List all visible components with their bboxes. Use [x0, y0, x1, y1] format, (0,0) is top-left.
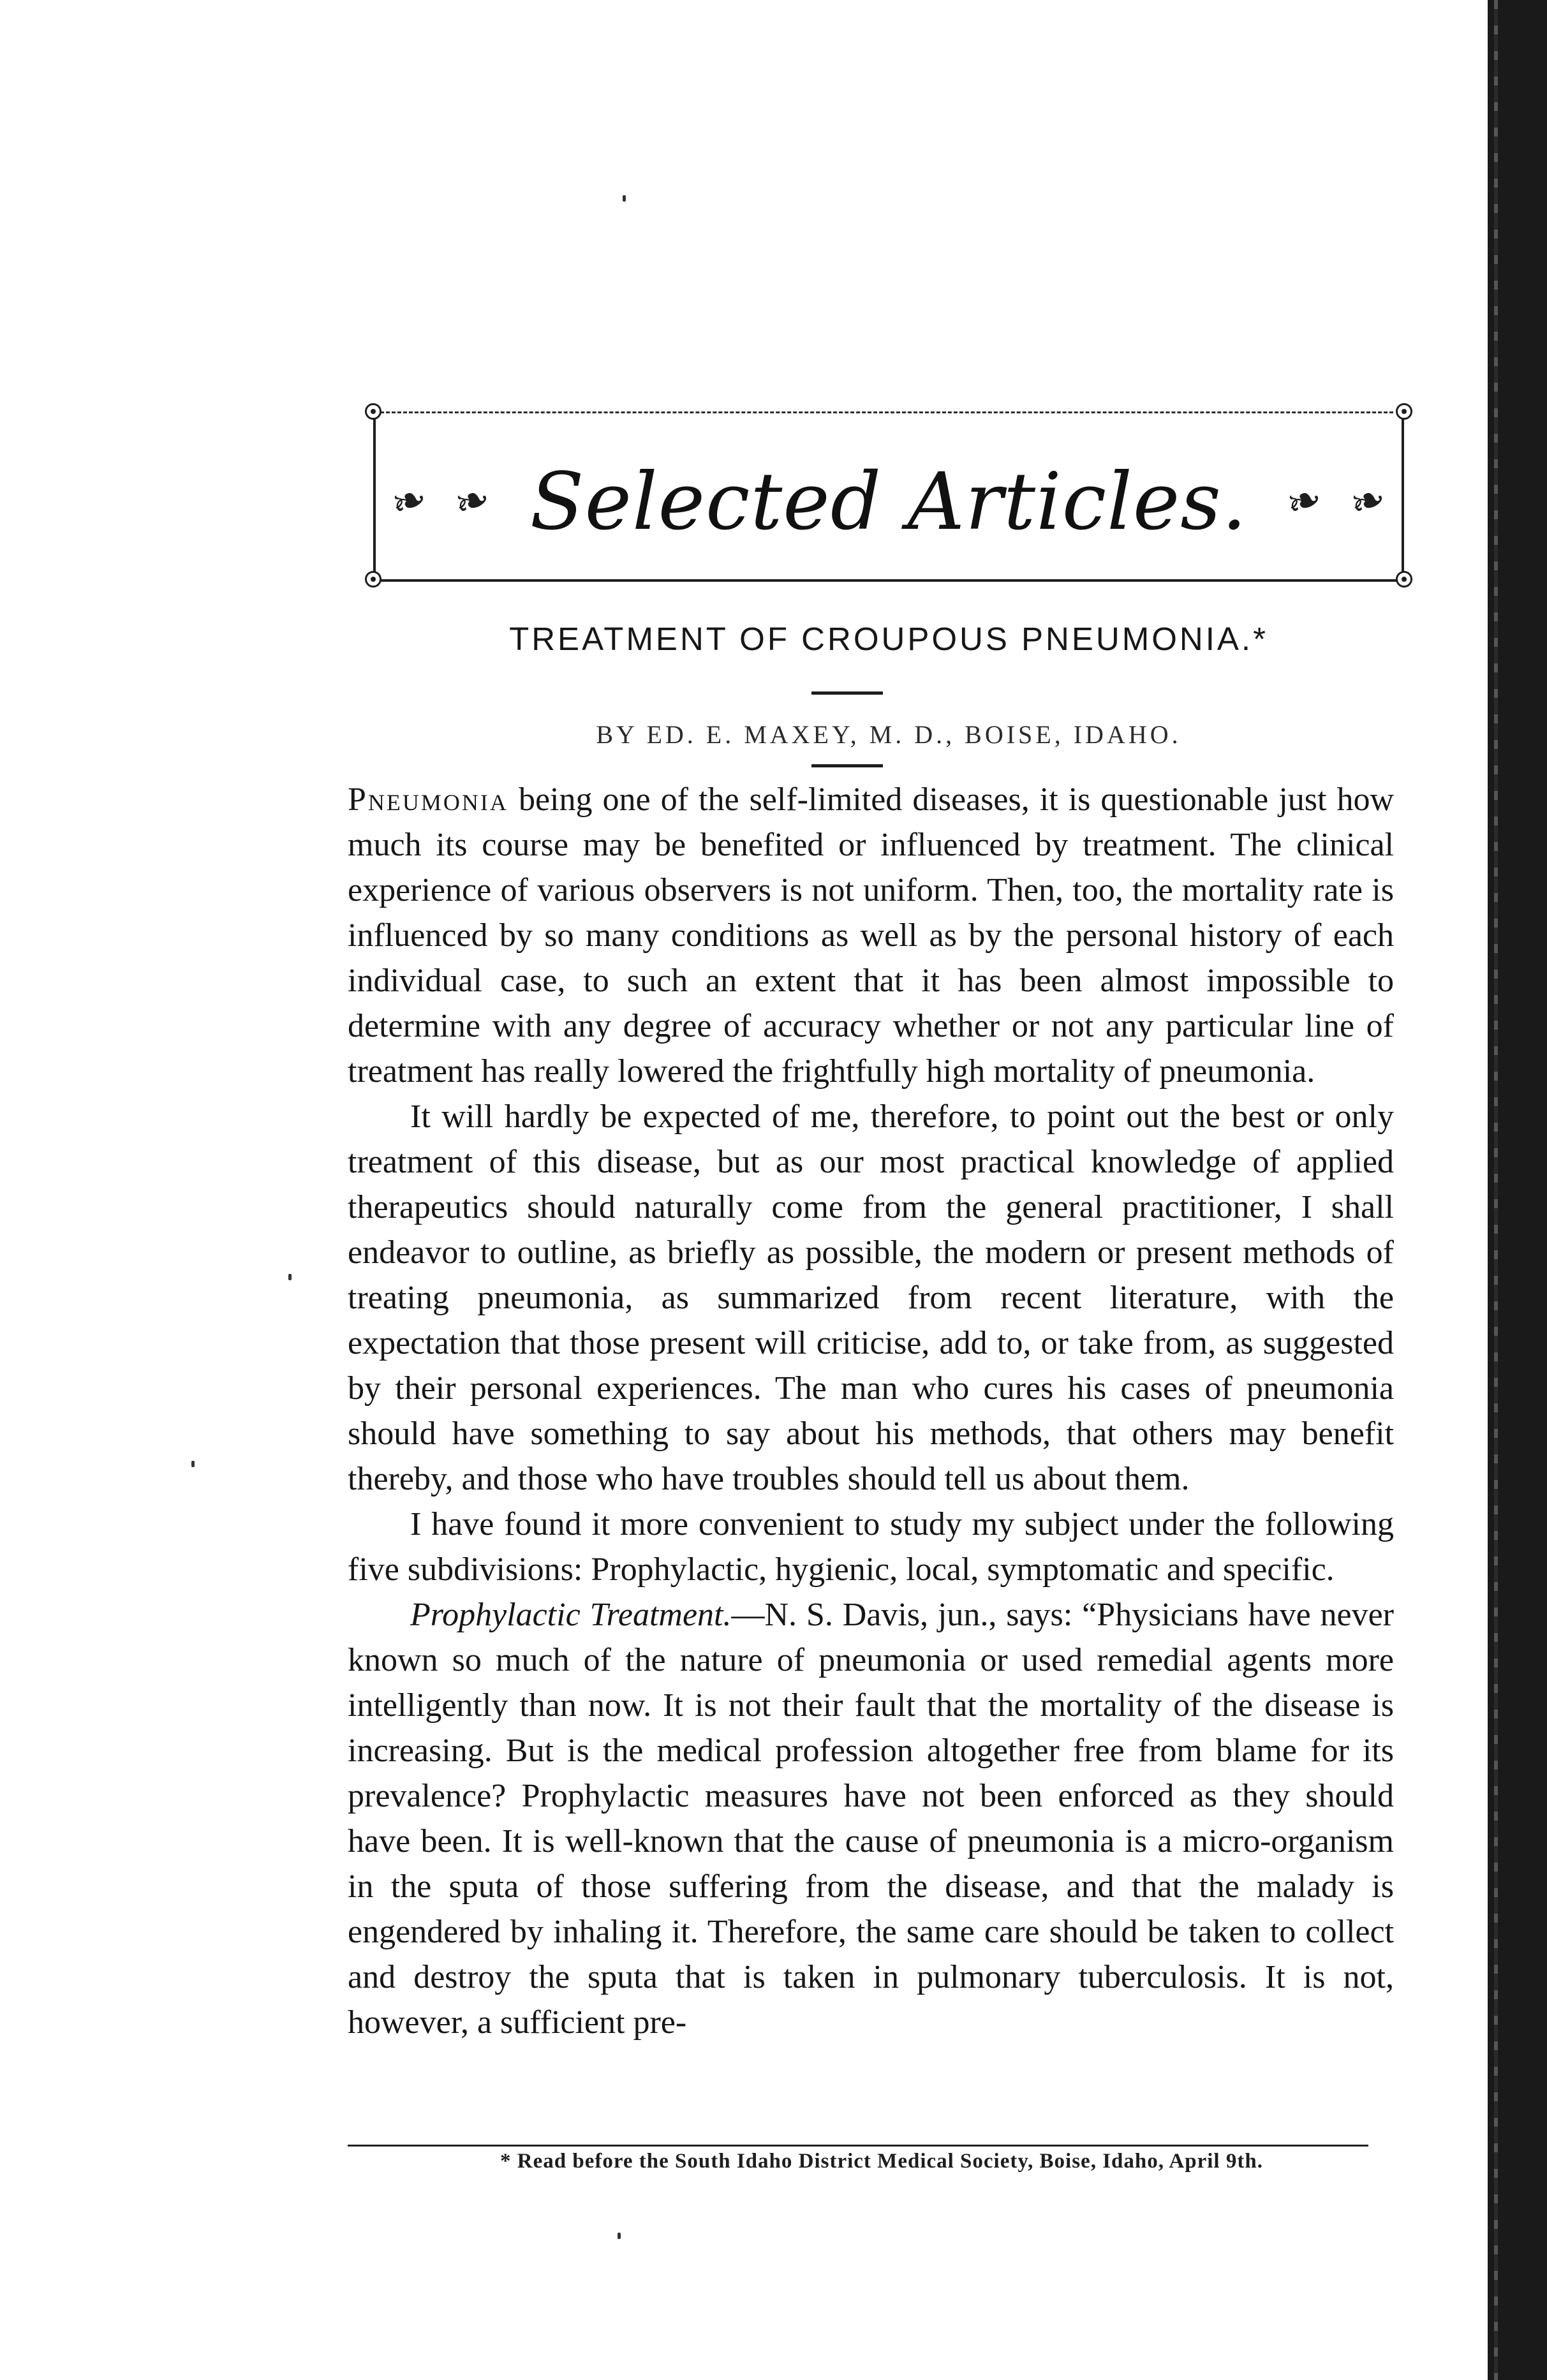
stray-ink-mark	[288, 1274, 292, 1280]
paragraph-lead-word: Pneumonia	[348, 781, 508, 818]
header-bottom-rule	[380, 579, 1397, 582]
article-byline: BY ED. E. MAXEY, M. D., BOISE, IDAHO.	[596, 720, 1181, 749]
footnote: * Read before the South Idaho District Medical Society, Boise, Idaho, April 9th.	[500, 2150, 1263, 2173]
rivet-icon	[365, 403, 381, 420]
page-binding-edge	[1479, 0, 1547, 2380]
footnote-rule	[348, 2145, 1368, 2147]
stray-ink-mark	[191, 1461, 195, 1467]
rivet-icon	[365, 571, 381, 588]
body-paragraph	[348, 1592, 1394, 2045]
section-header-frame	[371, 403, 1406, 582]
article-body	[348, 777, 1394, 2045]
section-header	[371, 441, 1406, 563]
article-title: TREATMENT OF CROUPOUS PNEUMONIA.*	[509, 621, 1268, 657]
leaf-ornament-icon: ❧	[1280, 474, 1329, 529]
byline-divider	[811, 764, 883, 767]
body-paragraph: I have found it more convenient to study my subject under the following five subdivisions: Prophylactic, hygienic, local, symptomatic and specific.	[348, 1506, 1394, 1588]
subsection-heading: Prophylactic Treatment.	[410, 1597, 732, 1633]
stray-ink-mark	[623, 195, 626, 202]
leaf-ornament-icon: ❧	[1343, 474, 1392, 529]
rivet-icon	[1396, 403, 1412, 420]
body-paragraph: It will hardly be expected of me, therefore, to point out the best or only treatment of this disease, but as our most practical knowledge of applied therapeutics should naturally come from the general practitioner, I shall endeavor to outline, as briefly as possible, the modern or present methods of treating pneumonia, as summarized from recent literature, with the expectation that those present will criticise, add to, or take from, as suggested by their personal experiences. The man who cures his cases of pneumonia should have something to say about his methods, that others may benefit thereby, and those who have troubles should tell us about them.	[348, 1098, 1394, 1497]
paragraph-text: —N. S. Davis, jun., says: “Physicians have never known so much of the nature of pneumonia or used remedial agents more intelligently than now. It is not their fault that the mortality of the disease is increasing. But is the medical profession altogether free from blame for its prevalence? Prophylactic measures have not been enforced as they should have been. It is well-known that the cause of pneumonia is a micro-organism in the sputa of those suffering from the disease, and that the malady is engendered by inhaling it. Therefore, the same care should be taken to collect and destroy the sputa that is taken in pulmonary tuberculosis. It is not, however, a sufficient pre-	[348, 1597, 1394, 2041]
title-divider	[811, 691, 883, 695]
leaf-ornament-icon: ❧	[385, 474, 434, 529]
paragraph-text: being one of the self-limited diseases, it is questionable just how much its course may be benefited or influenced by treatment. The clinical experience of various observers is not uniform. Then, too, the mortality rate is influenced by so many conditions as well as by the personal history of each individual case, to such an extent that it has been almost impossible to determine with any degree of accuracy whether or not any particular line of treatment has really lowered the frightfully high mortality of pneumonia.	[348, 781, 1394, 1090]
rivet-icon	[1396, 571, 1412, 588]
header-top-rule	[380, 411, 1393, 413]
leaf-ornament-icon: ❧	[448, 474, 497, 529]
body-paragraph	[348, 777, 1394, 1094]
stray-ink-mark	[618, 2233, 621, 2239]
section-title: Selected Articles.	[529, 456, 1248, 548]
